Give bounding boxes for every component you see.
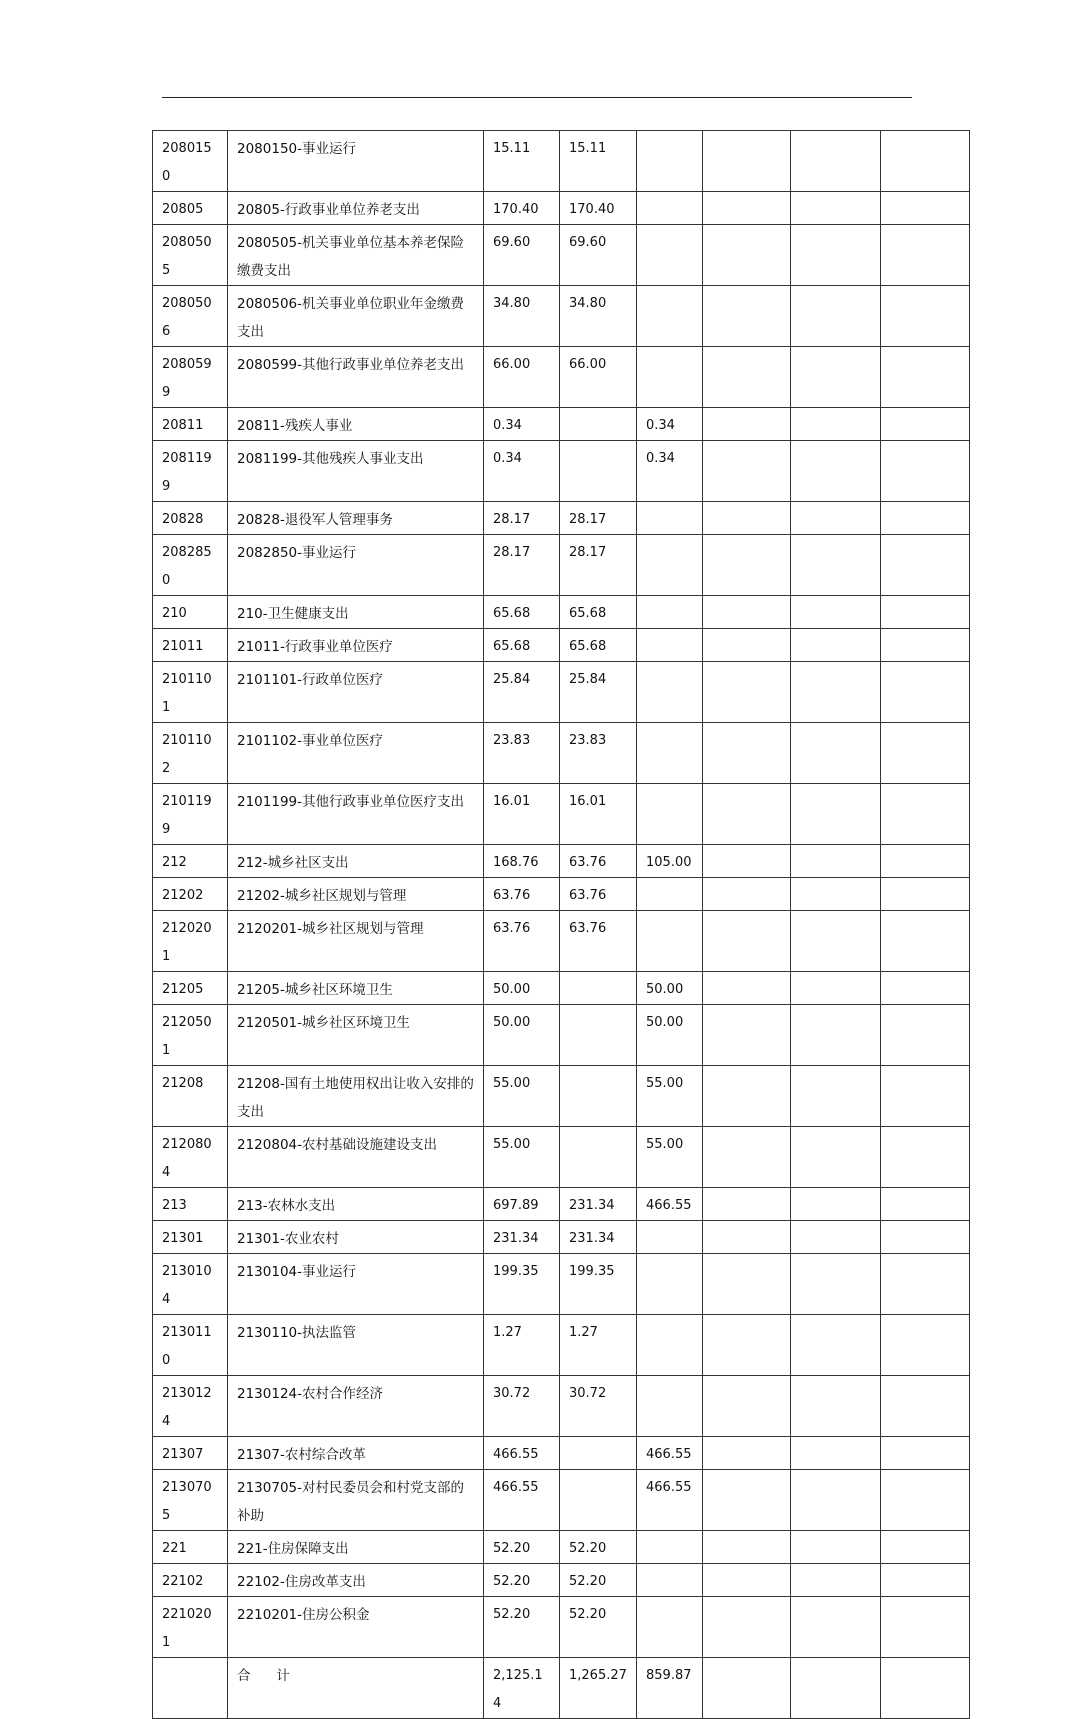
empty-cell — [791, 1437, 881, 1470]
code-cell: 20828 — [153, 502, 228, 535]
empty-cell — [881, 596, 970, 629]
basic-cell: 52.20 — [560, 1597, 637, 1658]
table-row — [153, 596, 970, 629]
table-row — [153, 1315, 970, 1376]
basic-cell: 1.27 — [560, 1315, 637, 1376]
name-cell: 212-城乡社区支出 — [228, 845, 484, 878]
table-row — [153, 192, 970, 225]
total-cell: 63.76 — [484, 911, 560, 972]
project-cell: 55.00 — [637, 1066, 703, 1127]
total-cell: 63.76 — [484, 878, 560, 911]
empty-cell — [791, 192, 881, 225]
empty-cell — [791, 1564, 881, 1597]
name-cell: 22102-住房改革支出 — [228, 1564, 484, 1597]
basic-cell — [560, 441, 637, 502]
empty-cell — [703, 1188, 791, 1221]
empty-cell — [881, 972, 970, 1005]
total-cell: 69.60 — [484, 225, 560, 286]
total-cell: 50.00 — [484, 972, 560, 1005]
empty-cell — [703, 1005, 791, 1066]
project-cell — [637, 629, 703, 662]
code-cell: 2130705 — [153, 1470, 228, 1531]
basic-cell: 231.34 — [560, 1221, 637, 1254]
code-cell: 221 — [153, 1531, 228, 1564]
code-cell — [153, 1658, 228, 1719]
project-cell — [637, 1254, 703, 1315]
basic-total-cell: 1,265.27 — [560, 1658, 637, 1719]
total-cell: 66.00 — [484, 347, 560, 408]
empty-cell — [881, 629, 970, 662]
project-cell: 466.55 — [637, 1188, 703, 1221]
table-row — [153, 502, 970, 535]
basic-cell: 23.83 — [560, 723, 637, 784]
code-cell: 2082850 — [153, 535, 228, 596]
total-cell: 0.34 — [484, 441, 560, 502]
code-cell: 2080150 — [153, 131, 228, 192]
project-cell — [637, 131, 703, 192]
total-cell: 30.72 — [484, 1376, 560, 1437]
empty-cell — [881, 784, 970, 845]
table-row — [153, 1376, 970, 1437]
total-cell: 697.89 — [484, 1188, 560, 1221]
name-cell: 21301-农业农村 — [228, 1221, 484, 1254]
total-cell: 0.34 — [484, 408, 560, 441]
code-cell: 20805 — [153, 192, 228, 225]
name-cell: 2130705-对村民委员会和村党支部的补助 — [228, 1470, 484, 1531]
empty-cell — [881, 662, 970, 723]
empty-cell — [703, 1315, 791, 1376]
empty-cell — [791, 286, 881, 347]
name-cell: 2082850-事业运行 — [228, 535, 484, 596]
project-cell: 466.55 — [637, 1470, 703, 1531]
total-cell: 28.17 — [484, 535, 560, 596]
empty-cell — [703, 629, 791, 662]
project-cell: 0.34 — [637, 441, 703, 502]
name-cell: 21011-行政事业单位医疗 — [228, 629, 484, 662]
project-cell: 55.00 — [637, 1127, 703, 1188]
empty-cell — [881, 502, 970, 535]
name-cell: 2080506-机关事业单位职业年金缴费支出 — [228, 286, 484, 347]
table-row — [153, 1188, 970, 1221]
total-cell: 65.68 — [484, 629, 560, 662]
empty-cell — [881, 1376, 970, 1437]
empty-cell — [791, 723, 881, 784]
project-total-cell: 859.87 — [637, 1658, 703, 1719]
total-cell: 231.34 — [484, 1221, 560, 1254]
empty-cell — [703, 662, 791, 723]
basic-cell: 65.68 — [560, 596, 637, 629]
code-cell: 2120501 — [153, 1005, 228, 1066]
empty-cell — [703, 192, 791, 225]
basic-cell: 63.76 — [560, 878, 637, 911]
total-cell: 1.27 — [484, 1315, 560, 1376]
project-cell — [637, 1597, 703, 1658]
empty-cell — [791, 845, 881, 878]
empty-cell — [791, 1188, 881, 1221]
code-cell: 2081199 — [153, 441, 228, 502]
empty-cell — [703, 1564, 791, 1597]
name-cell: 20828-退役军人管理事务 — [228, 502, 484, 535]
name-cell: 2210201-住房公积金 — [228, 1597, 484, 1658]
empty-cell — [881, 1127, 970, 1188]
basic-cell: 66.00 — [560, 347, 637, 408]
total-cell: 65.68 — [484, 596, 560, 629]
name-cell: 2120501-城乡社区环境卫生 — [228, 1005, 484, 1066]
empty-cell — [791, 1376, 881, 1437]
total-cell: 50.00 — [484, 1005, 560, 1066]
empty-cell — [791, 911, 881, 972]
project-cell: 50.00 — [637, 1005, 703, 1066]
empty-cell — [881, 286, 970, 347]
empty-cell — [703, 502, 791, 535]
table-row — [153, 131, 970, 192]
empty-cell — [791, 1066, 881, 1127]
empty-cell — [791, 1127, 881, 1188]
project-cell — [637, 878, 703, 911]
basic-cell: 65.68 — [560, 629, 637, 662]
table-row — [153, 784, 970, 845]
empty-cell — [703, 845, 791, 878]
empty-cell — [791, 408, 881, 441]
total-cell: 34.80 — [484, 286, 560, 347]
table-row — [153, 1005, 970, 1066]
empty-cell — [881, 845, 970, 878]
project-cell — [637, 1221, 703, 1254]
basic-cell: 231.34 — [560, 1188, 637, 1221]
empty-cell — [881, 1315, 970, 1376]
project-cell — [637, 723, 703, 784]
empty-cell — [703, 408, 791, 441]
name-cell: 213-农林水支出 — [228, 1188, 484, 1221]
basic-cell: 63.76 — [560, 845, 637, 878]
total-cell: 52.20 — [484, 1531, 560, 1564]
basic-cell — [560, 1437, 637, 1470]
basic-cell: 199.35 — [560, 1254, 637, 1315]
empty-cell — [881, 192, 970, 225]
code-cell: 2101102 — [153, 723, 228, 784]
basic-cell: 63.76 — [560, 911, 637, 972]
code-cell: 21202 — [153, 878, 228, 911]
code-cell: 212 — [153, 845, 228, 878]
basic-cell: 30.72 — [560, 1376, 637, 1437]
code-cell: 21301 — [153, 1221, 228, 1254]
total-cell: 15.11 — [484, 131, 560, 192]
empty-cell — [791, 1531, 881, 1564]
empty-cell — [703, 911, 791, 972]
name-cell: 2101101-行政单位医疗 — [228, 662, 484, 723]
basic-cell: 28.17 — [560, 502, 637, 535]
name-cell: 2130110-执法监管 — [228, 1315, 484, 1376]
basic-cell: 69.60 — [560, 225, 637, 286]
empty-cell — [881, 1658, 970, 1719]
empty-cell — [791, 1254, 881, 1315]
code-cell: 2130124 — [153, 1376, 228, 1437]
basic-cell — [560, 408, 637, 441]
project-cell: 50.00 — [637, 972, 703, 1005]
name-cell: 20805-行政事业单位养老支出 — [228, 192, 484, 225]
empty-cell — [881, 131, 970, 192]
name-cell: 210-卫生健康支出 — [228, 596, 484, 629]
code-cell: 21205 — [153, 972, 228, 1005]
empty-cell — [791, 662, 881, 723]
empty-cell — [703, 131, 791, 192]
empty-cell — [791, 535, 881, 596]
code-cell: 2101101 — [153, 662, 228, 723]
budget-expenditure-table — [152, 130, 970, 1719]
name-cell: 2080150-事业运行 — [228, 131, 484, 192]
basic-cell — [560, 1066, 637, 1127]
project-cell — [637, 502, 703, 535]
table-row — [153, 347, 970, 408]
empty-cell — [881, 347, 970, 408]
empty-cell — [791, 347, 881, 408]
empty-cell — [791, 1470, 881, 1531]
empty-cell — [791, 878, 881, 911]
empty-cell — [703, 1597, 791, 1658]
code-cell: 21011 — [153, 629, 228, 662]
basic-cell: 15.11 — [560, 131, 637, 192]
total-cell: 52.20 — [484, 1597, 560, 1658]
basic-cell: 52.20 — [560, 1564, 637, 1597]
empty-cell — [881, 441, 970, 502]
name-cell: 2080599-其他行政事业单位养老支出 — [228, 347, 484, 408]
project-cell — [637, 662, 703, 723]
basic-cell — [560, 1005, 637, 1066]
code-cell: 21208 — [153, 1066, 228, 1127]
empty-cell — [881, 1437, 970, 1470]
empty-cell — [791, 596, 881, 629]
code-cell: 20811 — [153, 408, 228, 441]
name-cell: 20811-残疾人事业 — [228, 408, 484, 441]
basic-cell: 25.84 — [560, 662, 637, 723]
empty-cell — [703, 1066, 791, 1127]
empty-cell — [703, 1437, 791, 1470]
total-cell: 199.35 — [484, 1254, 560, 1315]
empty-cell — [791, 1597, 881, 1658]
name-cell: 2120201-城乡社区规划与管理 — [228, 911, 484, 972]
table-row — [153, 972, 970, 1005]
table-row — [153, 1470, 970, 1531]
name-cell: 21307-农村综合改革 — [228, 1437, 484, 1470]
empty-cell — [791, 629, 881, 662]
project-cell — [637, 1564, 703, 1597]
total-cell: 55.00 — [484, 1066, 560, 1127]
name-cell: 2080505-机关事业单位基本养老保险缴费支出 — [228, 225, 484, 286]
empty-cell — [881, 408, 970, 441]
table-row — [153, 1221, 970, 1254]
code-cell: 21307 — [153, 1437, 228, 1470]
table-row — [153, 225, 970, 286]
basic-cell — [560, 1127, 637, 1188]
project-cell: 105.00 — [637, 845, 703, 878]
total-cell: 170.40 — [484, 192, 560, 225]
basic-cell — [560, 972, 637, 1005]
table-row — [153, 1254, 970, 1315]
project-cell — [637, 225, 703, 286]
project-cell — [637, 596, 703, 629]
empty-cell — [703, 972, 791, 1005]
name-cell: 21208-国有土地使用权出让收入安排的支出 — [228, 1066, 484, 1127]
table-row — [153, 1066, 970, 1127]
empty-cell — [703, 1470, 791, 1531]
empty-cell — [791, 1658, 881, 1719]
table-row — [153, 1437, 970, 1470]
empty-cell — [881, 1564, 970, 1597]
empty-cell — [881, 1531, 970, 1564]
basic-cell: 28.17 — [560, 535, 637, 596]
project-cell — [637, 347, 703, 408]
table-row — [153, 1531, 970, 1564]
empty-cell — [703, 1531, 791, 1564]
empty-cell — [881, 1221, 970, 1254]
total-label: 合 计 — [228, 1658, 484, 1719]
name-cell: 21202-城乡社区规划与管理 — [228, 878, 484, 911]
basic-cell — [560, 1470, 637, 1531]
name-cell: 2101102-事业单位医疗 — [228, 723, 484, 784]
total-cell: 28.17 — [484, 502, 560, 535]
name-cell: 2130124-农村合作经济 — [228, 1376, 484, 1437]
empty-cell — [791, 131, 881, 192]
code-cell: 2080599 — [153, 347, 228, 408]
empty-cell — [703, 784, 791, 845]
project-cell: 0.34 — [637, 408, 703, 441]
basic-cell: 52.20 — [560, 1531, 637, 1564]
name-cell: 2130104-事业运行 — [228, 1254, 484, 1315]
empty-cell — [703, 286, 791, 347]
empty-cell — [881, 225, 970, 286]
table-body — [153, 131, 970, 1719]
empty-cell — [703, 1254, 791, 1315]
project-cell — [637, 286, 703, 347]
code-cell: 2130110 — [153, 1315, 228, 1376]
empty-cell — [791, 972, 881, 1005]
table-row — [153, 662, 970, 723]
table-row — [153, 1127, 970, 1188]
code-cell: 2210201 — [153, 1597, 228, 1658]
empty-cell — [881, 1470, 970, 1531]
empty-cell — [791, 1315, 881, 1376]
empty-cell — [881, 1005, 970, 1066]
empty-cell — [881, 878, 970, 911]
total-cell: 168.76 — [484, 845, 560, 878]
table-row — [153, 878, 970, 911]
table-row — [153, 1597, 970, 1658]
empty-cell — [881, 535, 970, 596]
total-cell: 23.83 — [484, 723, 560, 784]
table-row — [153, 408, 970, 441]
empty-cell — [881, 1188, 970, 1221]
empty-cell — [791, 441, 881, 502]
code-cell: 2080506 — [153, 286, 228, 347]
total-cell: 16.01 — [484, 784, 560, 845]
name-cell: 2120804-农村基础设施建设支出 — [228, 1127, 484, 1188]
empty-cell — [703, 723, 791, 784]
code-cell: 2130104 — [153, 1254, 228, 1315]
empty-cell — [703, 1376, 791, 1437]
empty-cell — [881, 1597, 970, 1658]
project-cell — [637, 784, 703, 845]
empty-cell — [881, 723, 970, 784]
empty-cell — [703, 1221, 791, 1254]
header-rule — [162, 97, 912, 98]
code-cell: 22102 — [153, 1564, 228, 1597]
basic-cell: 16.01 — [560, 784, 637, 845]
empty-cell — [703, 225, 791, 286]
empty-cell — [703, 441, 791, 502]
code-cell: 2080505 — [153, 225, 228, 286]
table-row — [153, 286, 970, 347]
total-cell: 55.00 — [484, 1127, 560, 1188]
name-cell: 221-住房保障支出 — [228, 1531, 484, 1564]
empty-cell — [703, 347, 791, 408]
project-cell: 466.55 — [637, 1437, 703, 1470]
basic-cell: 170.40 — [560, 192, 637, 225]
table-row — [153, 629, 970, 662]
project-cell — [637, 911, 703, 972]
project-cell — [637, 192, 703, 225]
code-cell: 2120201 — [153, 911, 228, 972]
empty-cell — [791, 1221, 881, 1254]
empty-cell — [703, 535, 791, 596]
table-row — [153, 723, 970, 784]
table-row — [153, 1564, 970, 1597]
basic-cell: 34.80 — [560, 286, 637, 347]
table-row — [153, 911, 970, 972]
empty-cell — [881, 1254, 970, 1315]
total-cell: 25.84 — [484, 662, 560, 723]
empty-cell — [791, 784, 881, 845]
project-cell — [637, 535, 703, 596]
total-cell: 466.55 — [484, 1437, 560, 1470]
empty-cell — [791, 225, 881, 286]
empty-cell — [881, 1066, 970, 1127]
empty-cell — [703, 1127, 791, 1188]
total-row — [153, 1658, 970, 1719]
total-cell: 466.55 — [484, 1470, 560, 1531]
table-row — [153, 441, 970, 502]
name-cell: 2101199-其他行政事业单位医疗支出 — [228, 784, 484, 845]
project-cell — [637, 1315, 703, 1376]
table-row — [153, 845, 970, 878]
empty-cell — [881, 911, 970, 972]
empty-cell — [703, 596, 791, 629]
project-cell — [637, 1376, 703, 1437]
code-cell: 2120804 — [153, 1127, 228, 1188]
grand-total-cell: 2,125.14 — [484, 1658, 560, 1719]
empty-cell — [703, 878, 791, 911]
table-row — [153, 535, 970, 596]
empty-cell — [791, 1005, 881, 1066]
name-cell: 2081199-其他残疾人事业支出 — [228, 441, 484, 502]
empty-cell — [703, 1658, 791, 1719]
code-cell: 213 — [153, 1188, 228, 1221]
project-cell — [637, 1531, 703, 1564]
empty-cell — [791, 502, 881, 535]
code-cell: 210 — [153, 596, 228, 629]
name-cell: 21205-城乡社区环境卫生 — [228, 972, 484, 1005]
code-cell: 2101199 — [153, 784, 228, 845]
total-cell: 52.20 — [484, 1564, 560, 1597]
